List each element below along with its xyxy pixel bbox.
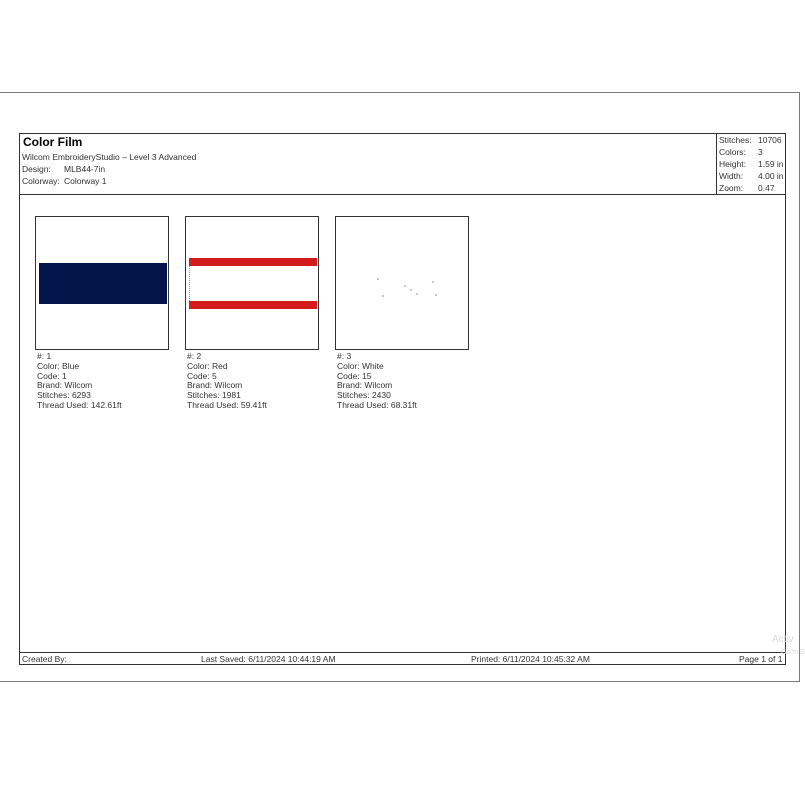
- stat-value: 1.59 in: [758, 159, 784, 169]
- activation-watermark-sub: Go to S: [781, 649, 805, 656]
- stat-height: [719, 159, 784, 169]
- stat-value: 10706: [758, 135, 782, 145]
- colorway-value: Colorway 1: [64, 176, 107, 186]
- red-band-top: [189, 258, 317, 266]
- color-code: Code: 15: [337, 370, 372, 381]
- software-name: Wilcom EmbroideryStudio – Level 3 Advanced: [22, 152, 197, 162]
- stat-stitches: [719, 135, 782, 145]
- stat-label: Height:: [719, 159, 746, 169]
- color-info-white: [337, 352, 417, 411]
- report-title: Color Film: [23, 135, 83, 149]
- color-stitches: Stitches: 2430: [337, 390, 391, 401]
- page-number: Page 1 of 1: [739, 654, 783, 664]
- stat-zoom: [719, 183, 775, 193]
- color-number: #: 3: [337, 351, 352, 361]
- printed-date: Printed: 6/11/2024 10:45:32 AM: [471, 654, 590, 664]
- color-info-red: [187, 352, 267, 411]
- report-header: [20, 134, 785, 195]
- color-stitches: Stitches: 1981: [187, 390, 241, 401]
- last-saved: Last Saved: 6/11/2024 10:44:19 AM: [201, 654, 336, 664]
- stat-label: Stitches:: [719, 135, 752, 145]
- color-number: #: 2: [187, 351, 202, 361]
- color-code: Code: 1: [37, 370, 67, 381]
- color-swatch-red: [185, 216, 319, 350]
- color-brand: Brand: Wilcom: [337, 380, 393, 391]
- color-brand: Brand: Wilcom: [187, 380, 243, 391]
- color-film-report: [19, 133, 786, 665]
- stat-colors: [719, 147, 763, 157]
- report-footer: [20, 652, 785, 665]
- stat-value: 0.47: [758, 183, 775, 193]
- color-thread-used: Thread Used: 68.31ft: [337, 399, 417, 410]
- design-stats-panel: [716, 134, 786, 194]
- color-name: Color: Red: [187, 360, 228, 371]
- stat-value: 4.00 in: [758, 171, 784, 181]
- red-stitch-line: [189, 266, 190, 301]
- color-brand: Brand: Wilcom: [37, 380, 93, 391]
- white-stitch-mark: [382, 295, 384, 297]
- color-info-blue: [37, 352, 122, 411]
- white-stitch-mark: [416, 293, 418, 295]
- design-row: [22, 164, 105, 174]
- color-number: #: 1: [37, 351, 52, 361]
- activation-watermark: Activ: [772, 634, 794, 645]
- color-stitches: Stitches: 6293: [37, 390, 91, 401]
- color-name: Color: White: [337, 360, 384, 371]
- stat-width: [719, 171, 784, 181]
- design-label: Design:: [22, 164, 51, 174]
- colorway-row: [22, 176, 107, 186]
- color-swatch-white: [335, 216, 469, 350]
- white-stitch-mark: [435, 294, 437, 296]
- color-thread-used: Thread Used: 142.61ft: [37, 399, 122, 410]
- blue-band: [39, 263, 167, 304]
- stat-label: Zoom:: [719, 183, 744, 193]
- stat-label: Width:: [719, 171, 744, 181]
- white-stitch-mark: [432, 281, 434, 283]
- color-swatch-blue: [35, 216, 169, 350]
- white-stitch-mark: [404, 285, 406, 287]
- stat-label: Colors:: [719, 147, 746, 157]
- created-by: Created By:: [22, 654, 67, 664]
- color-code: Code: 5: [187, 370, 217, 381]
- color-name: Color: Blue: [37, 360, 80, 371]
- white-stitch-mark: [377, 278, 379, 280]
- red-band-bottom: [189, 301, 317, 309]
- design-value: MLB44-7in: [64, 164, 106, 174]
- white-stitch-mark: [410, 289, 412, 291]
- color-thread-used: Thread Used: 59.41ft: [187, 399, 267, 410]
- stat-value: 3: [758, 147, 763, 157]
- colorway-label: Colorway:: [22, 176, 60, 186]
